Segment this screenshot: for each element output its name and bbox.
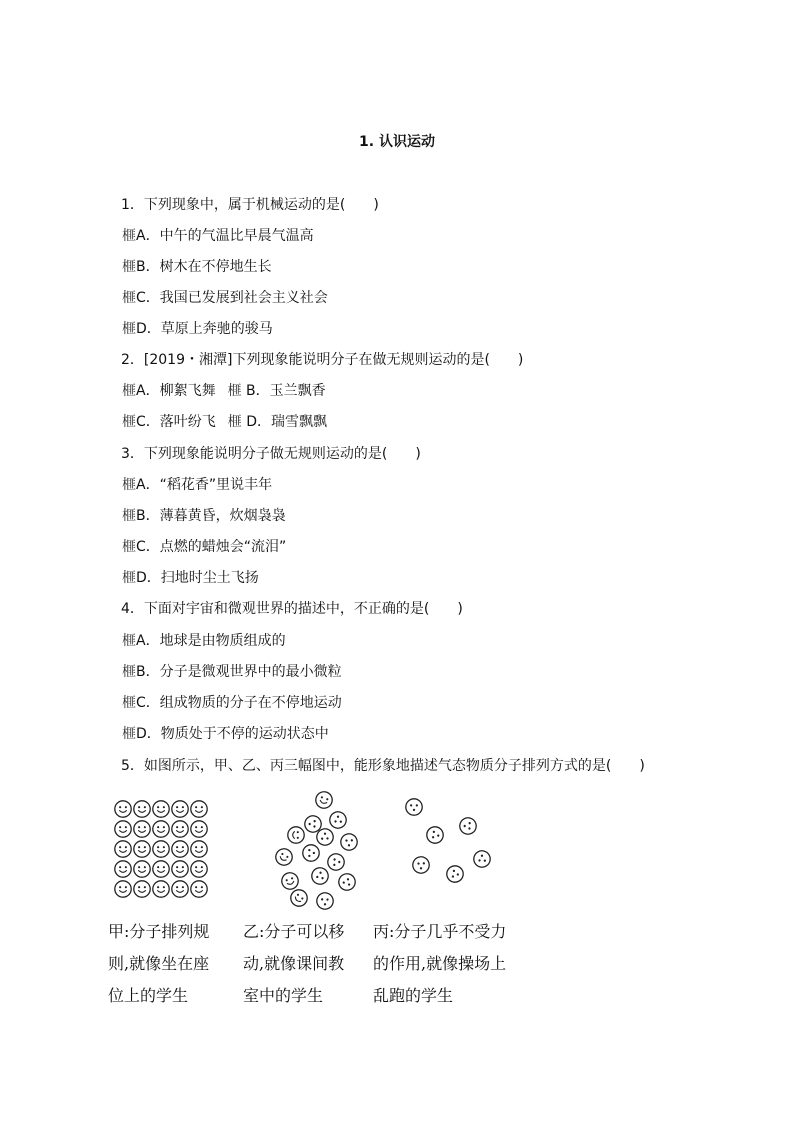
caption-line: 甲:分子排列规: [108, 922, 210, 941]
smiley-face-icon: [406, 799, 422, 815]
smiley-face-icon: [191, 881, 207, 897]
page-title: 1. 认识运动: [359, 134, 435, 150]
smiley-face-icon: [153, 801, 169, 817]
caption-line: 室中的学生: [243, 986, 324, 1005]
smiley-face-icon: [134, 801, 150, 817]
caption-line: 则,就像坐在座: [108, 954, 210, 973]
question-3-stem: 3．下列现象能说明分子做无规则运动的是( ): [121, 446, 421, 462]
question-3-option-b: 榧B．薄暮黄昏，炊烟袅袅: [122, 508, 286, 524]
figure-yi-moving-molecules: [268, 785, 368, 915]
question-1-option-c: 榧C．我国已发展到社会主义社会: [122, 290, 328, 306]
caption-line: 乙:分子可以移: [243, 922, 345, 941]
smiley-face-icon: [191, 821, 207, 837]
smiley-face-icon: [153, 841, 169, 857]
question-2-options-row-2: 榧C．落叶纷飞 榧 D．瑞雪飘飘: [122, 414, 328, 430]
smiley-face-icon: [153, 861, 169, 877]
smiley-face-icon: [153, 821, 169, 837]
smiley-face-icon: [423, 823, 446, 846]
question-1-option-b: 榧B．树木在不停地生长: [122, 259, 272, 275]
smiley-face-icon: [336, 871, 357, 892]
smiley-face-icon: [309, 865, 330, 886]
figure-bing-gas-molecules: [395, 793, 505, 893]
question-4-option-d: 榧D．物质处于不停的运动状态中: [122, 726, 329, 742]
question-3-option-d: 榧D．扫地时尘土飞扬: [122, 570, 259, 586]
smiley-face-icon: [115, 841, 131, 857]
question-2-stem: 2．[2019・湘潭]下列现象能说明分子在做无规则运动的是( ): [121, 352, 524, 368]
figure-yi-caption: [243, 916, 373, 1012]
caption-line: 乱跑的学生: [373, 986, 454, 1005]
smiley-face-icon: [287, 886, 310, 909]
smiley-face-icon: [134, 881, 150, 897]
smiley-face-icon: [172, 821, 188, 837]
smiley-face-icon: [457, 815, 479, 837]
smiley-face-icon: [115, 801, 131, 817]
caption-line: 丙:分子几乎不受力: [373, 922, 507, 941]
question-4-stem: 4．下面对宇宙和微观世界的描述中，不正确的是( ): [121, 601, 463, 617]
smiley-face-icon: [303, 845, 319, 861]
smiley-face-icon: [172, 801, 188, 817]
smiley-face-icon: [172, 841, 188, 857]
question-3-option-a: 榧A．“稻花香”里说丰年: [122, 477, 273, 493]
figure-bing-caption: [373, 916, 533, 1012]
smiley-face-icon: [446, 865, 465, 884]
question-4-option-b: 榧B．分子是微观世界中的最小微粒: [122, 664, 342, 680]
smiley-face-icon: [191, 801, 207, 817]
question-5-stem: 5．如图所示，甲、乙、丙三幅图中，能形象地描述气态物质分子排列方式的是( ): [121, 758, 645, 774]
question-4-option-a: 榧A．地球是由物质组成的: [122, 633, 286, 649]
question-2-options-row-1: 榧A．柳絮飞舞 榧 B．玉兰飘香: [122, 383, 326, 399]
question-1-option-a: 榧A．中午的气温比早晨气温高: [122, 228, 314, 244]
caption-line: 动,就像课间教: [243, 954, 345, 973]
smiley-face-icon: [313, 789, 334, 810]
smiley-face-icon: [172, 861, 188, 877]
smiley-face-icon: [134, 841, 150, 857]
smiley-face-icon: [134, 861, 150, 877]
smiley-face-icon: [471, 848, 493, 870]
smiley-face-icon: [191, 841, 207, 857]
caption-line: 的作用,就像操场上: [373, 954, 507, 973]
smiley-face-icon: [273, 846, 295, 868]
question-4-option-c: 榧C．组成物质的分子在不停地运动: [122, 695, 342, 711]
smiley-face-icon: [327, 809, 349, 831]
smiley-face-icon: [288, 827, 304, 843]
smiley-face-icon: [279, 870, 300, 891]
smiley-face-icon: [115, 861, 131, 877]
smiley-face-icon: [410, 854, 432, 876]
smiley-face-icon: [134, 821, 150, 837]
smiley-face-icon: [314, 890, 336, 912]
smiley-face-icon: [153, 881, 169, 897]
smiley-face-icon: [338, 831, 360, 853]
smiley-face-icon: [191, 861, 207, 877]
smiley-face-icon: [115, 881, 131, 897]
question-3-option-c: 榧C．点燃的蜡烛会“流泪”: [122, 539, 287, 555]
question-1-option-d: 榧D．草原上奔驰的骏马: [122, 321, 273, 337]
smiley-face-icon: [325, 851, 347, 873]
smiley-face-icon: [115, 821, 131, 837]
figure-jia-ordered-molecules: [108, 795, 218, 907]
question-1-stem: 1．下列现象中，属于机械运动的是( ): [121, 197, 379, 213]
caption-line: 位上的学生: [108, 986, 189, 1005]
figure-jia-caption: [108, 916, 238, 1012]
smiley-face-icon: [172, 881, 188, 897]
